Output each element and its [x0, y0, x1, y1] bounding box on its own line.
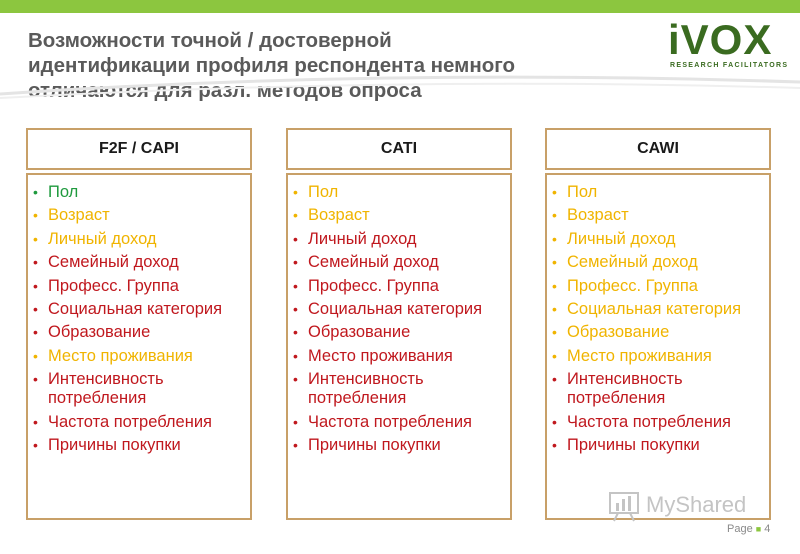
list-item: [552, 299, 765, 319]
column-body: [286, 173, 512, 520]
list-item-text: Причины покупки: [48, 435, 181, 454]
list-item-text: Социальная категория: [567, 299, 742, 318]
list-item: [33, 253, 246, 272]
bullet-icon: •: [33, 371, 38, 388]
list-item: [33, 370, 246, 408]
list-item: [33, 206, 246, 225]
list-item: [552, 370, 765, 408]
list-item: [552, 323, 765, 342]
list-item: [33, 183, 246, 202]
bullet-icon: •: [293, 347, 298, 364]
column-cawi: [545, 128, 771, 520]
column-f2f-capi: [26, 128, 252, 520]
column-body: [26, 173, 252, 520]
page-number-value: 4: [764, 523, 771, 535]
list-item: [293, 435, 506, 455]
list-item-text: Образование: [48, 323, 151, 342]
bullet-icon: •: [552, 300, 557, 317]
list-item-text: Возраст: [48, 206, 110, 225]
list-item: [33, 346, 246, 366]
title-line-1: Возможности точной / достоверной: [28, 29, 392, 52]
bullet-icon: •: [33, 254, 38, 271]
bullet-icon: •: [552, 371, 557, 388]
list-item-text: Пол: [308, 183, 339, 201]
bullet-icon: •: [33, 184, 38, 200]
list-item: [552, 346, 765, 366]
list-item-text: Личный доход: [48, 229, 157, 248]
bullet-icon: •: [293, 371, 298, 388]
list-item-text: Место проживания: [567, 346, 712, 365]
list-item: [293, 229, 506, 249]
page-dot-icon: ■: [755, 524, 762, 534]
column-header: CAWI: [545, 128, 771, 170]
list-item: [33, 323, 246, 342]
list-item: [293, 183, 506, 202]
column-header: F2F / CAPI: [26, 128, 252, 170]
list-item-text: Причины покупки: [567, 435, 700, 454]
bullet-icon: •: [552, 184, 557, 200]
myshared-watermark: [608, 490, 778, 524]
list-item: [293, 276, 506, 296]
list-item: [552, 206, 765, 225]
list-item: [293, 323, 506, 342]
column-header: CATI: [286, 128, 512, 170]
list-item: [293, 412, 506, 432]
bullet-icon: •: [33, 324, 38, 341]
top-accent-bar: [0, 0, 800, 13]
list-item-text: Образование: [308, 323, 411, 342]
list-item: [33, 435, 246, 455]
bullet-icon: •: [33, 230, 38, 247]
list-item: [293, 370, 506, 408]
list-item-text: Место проживания: [308, 346, 453, 365]
list-item: [552, 435, 765, 455]
bullet-icon: •: [293, 324, 298, 341]
list-item-text: Частота потребления: [48, 412, 212, 431]
logo-wordmark: iVOX: [668, 16, 773, 63]
bullet-icon: •: [293, 413, 298, 430]
title-line-3: отличаются для разл. методов опроса: [28, 79, 422, 102]
list-item-text: Пол: [48, 183, 79, 201]
bullet-icon: •: [33, 277, 38, 294]
bullet-icon: •: [293, 184, 298, 200]
title-line-2: идентификации профиля респондента немного: [28, 54, 516, 77]
title-underline-swoosh-icon: [0, 62, 800, 102]
list-item-text: Возраст: [567, 206, 629, 225]
list-item-text: Интенсивность потребления: [48, 370, 164, 408]
bullet-icon: •: [552, 436, 557, 453]
page-number: [727, 523, 770, 535]
list-item: [293, 299, 506, 319]
list-item-text: Образование: [567, 323, 670, 342]
list-item-text: Социальная категория: [308, 299, 483, 318]
list-item: [552, 253, 765, 272]
bullet-icon: •: [552, 230, 557, 247]
bullet-icon: •: [33, 436, 38, 453]
list-item-text: Частота потребления: [308, 412, 472, 431]
list-item-text: Професс. Группа: [308, 276, 439, 295]
bullet-icon: •: [293, 254, 298, 271]
list-item-text: Возраст: [308, 206, 370, 225]
list-item-text: Семейный доход: [48, 253, 179, 272]
bullet-icon: •: [552, 207, 557, 224]
column-body: [545, 173, 771, 520]
bullet-icon: •: [33, 207, 38, 224]
list-item: [33, 412, 246, 432]
bullet-icon: •: [293, 277, 298, 294]
list-item-text: Семейный доход: [567, 253, 698, 272]
bullet-icon: •: [293, 207, 298, 224]
logo-subtitle: RESEARCH FACILITATORS: [670, 62, 789, 69]
list-item: [552, 412, 765, 432]
list-item: [293, 253, 506, 272]
bullet-icon: •: [552, 413, 557, 430]
bullet-icon: •: [293, 436, 298, 453]
column-cati: [286, 128, 512, 520]
bullet-icon: •: [293, 230, 298, 247]
list-item: [293, 206, 506, 225]
list-item-text: Пол: [567, 183, 598, 201]
bullet-icon: •: [552, 254, 557, 271]
page-label: Page: [727, 523, 753, 535]
list-item-text: Личный доход: [308, 229, 417, 248]
bullet-icon: •: [293, 300, 298, 317]
list-item-text: Интенсивность потребления: [567, 370, 683, 408]
presentation-board-icon: [608, 490, 642, 522]
list-item: [552, 183, 765, 202]
watermark-text: MyShared: [646, 492, 747, 517]
list-item-text: Семейный доход: [308, 253, 439, 272]
list-item-text: Социальная категория: [48, 299, 223, 318]
list-item-text: Место проживания: [48, 346, 193, 365]
bullet-icon: •: [33, 300, 38, 317]
bullet-icon: •: [33, 413, 38, 430]
list-item: [33, 299, 246, 319]
bullet-icon: •: [33, 347, 38, 364]
list-item: [33, 229, 246, 249]
list-item-text: Личный доход: [567, 229, 676, 248]
list-item-text: Причины покупки: [308, 435, 441, 454]
list-item-text: Професс. Группа: [567, 276, 698, 295]
list-item-text: Частота потребления: [567, 412, 731, 431]
bullet-icon: •: [552, 347, 557, 364]
list-item-text: Професс. Группа: [48, 276, 179, 295]
list-item-text: Интенсивность потребления: [308, 370, 424, 408]
bullet-icon: •: [552, 277, 557, 294]
list-item: [552, 229, 765, 249]
list-item: [293, 346, 506, 366]
list-item: [33, 276, 246, 296]
bullet-icon: •: [552, 324, 557, 341]
list-item: [552, 276, 765, 296]
